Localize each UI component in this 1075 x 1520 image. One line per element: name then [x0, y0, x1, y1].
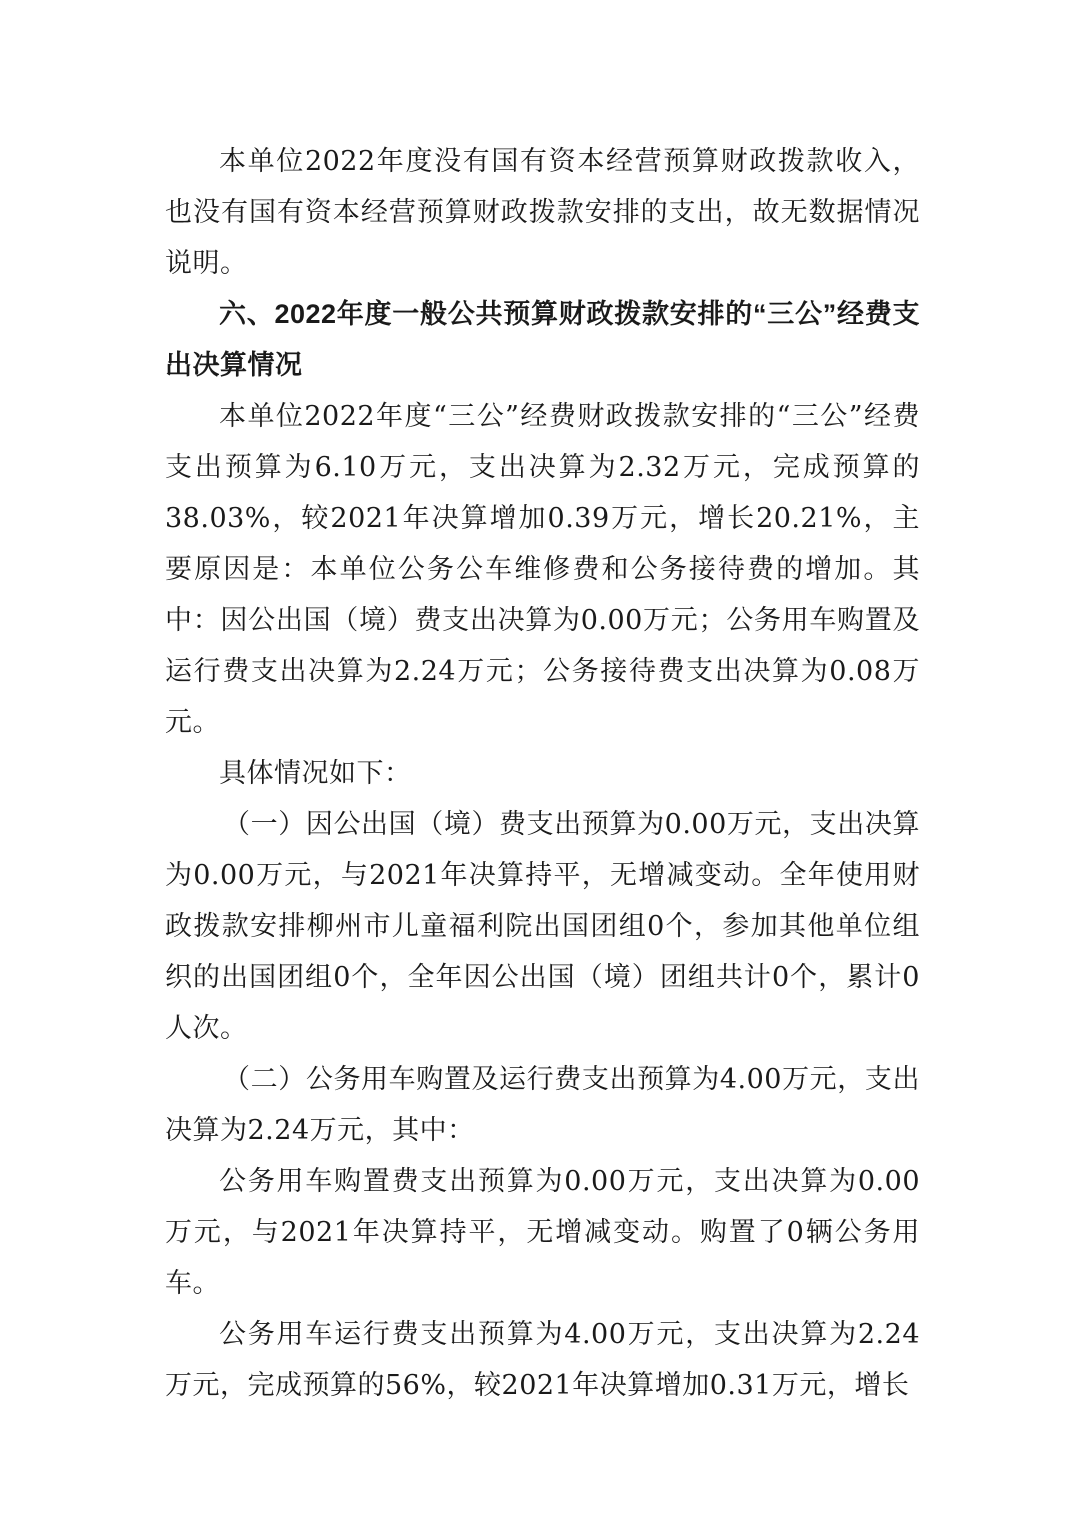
section-heading-six: 六、2022年度一般公共预算财政拨款安排的“三公”经费支出决算情况: [165, 299, 920, 380]
paragraph-official-vehicles: （二）公务用车购置及运行费支出预算为4.00万元，支出决算为2.24万元，其中：: [165, 1064, 920, 1146]
paragraph-vehicle-operation: 公务用车运行费支出预算为4.00万元，支出决算为2.24万元，完成预算的56%，较2021年决算增加0.31万元，增长: [165, 1319, 920, 1401]
document-body: [165, 136, 920, 1411]
paragraph-vehicle-purchase: 公务用车购置费支出预算为0.00万元，支出决算为0.00万元，与2021年决算持平，无增减变动。购置了0辆公务用车。: [165, 1166, 920, 1299]
paragraph-three-public-expenses-summary: 本单位2022年度“三公”经费财政拨款安排的“三公”经费支出预算为6.10万元，支出决算为2.32万元，完成预算的38.03%，较2021年决算增加0.39万元，增长20.21%，主要原因是：本单位公务公车维修费和公务接待费的增加。其中：因公出国（境）费支出决算为0.00万元；公务用车购置及运行费支出决算为2.24万元；公务接待费支出决算为0.08万元。: [165, 401, 920, 738]
paragraph-no-state-capital-budget: 本单位2022年度没有国有资本经营预算财政拨款收入，也没有国有资本经营预算财政拨款安排的支出，故无数据情况说明。: [165, 146, 920, 279]
paragraph-overseas-travel: （一）因公出国（境）费支出预算为0.00万元，支出决算为0.00万元，与2021年决算持平，无增减变动。全年使用财政拨款安排柳州市儿童福利院出国团组0个，参加其他单位组织的出国团组0个，全年因公出国（境）团组共计0个，累计0人次。: [165, 809, 920, 1044]
paragraph-details-intro: 具体情况如下：: [219, 758, 412, 789]
